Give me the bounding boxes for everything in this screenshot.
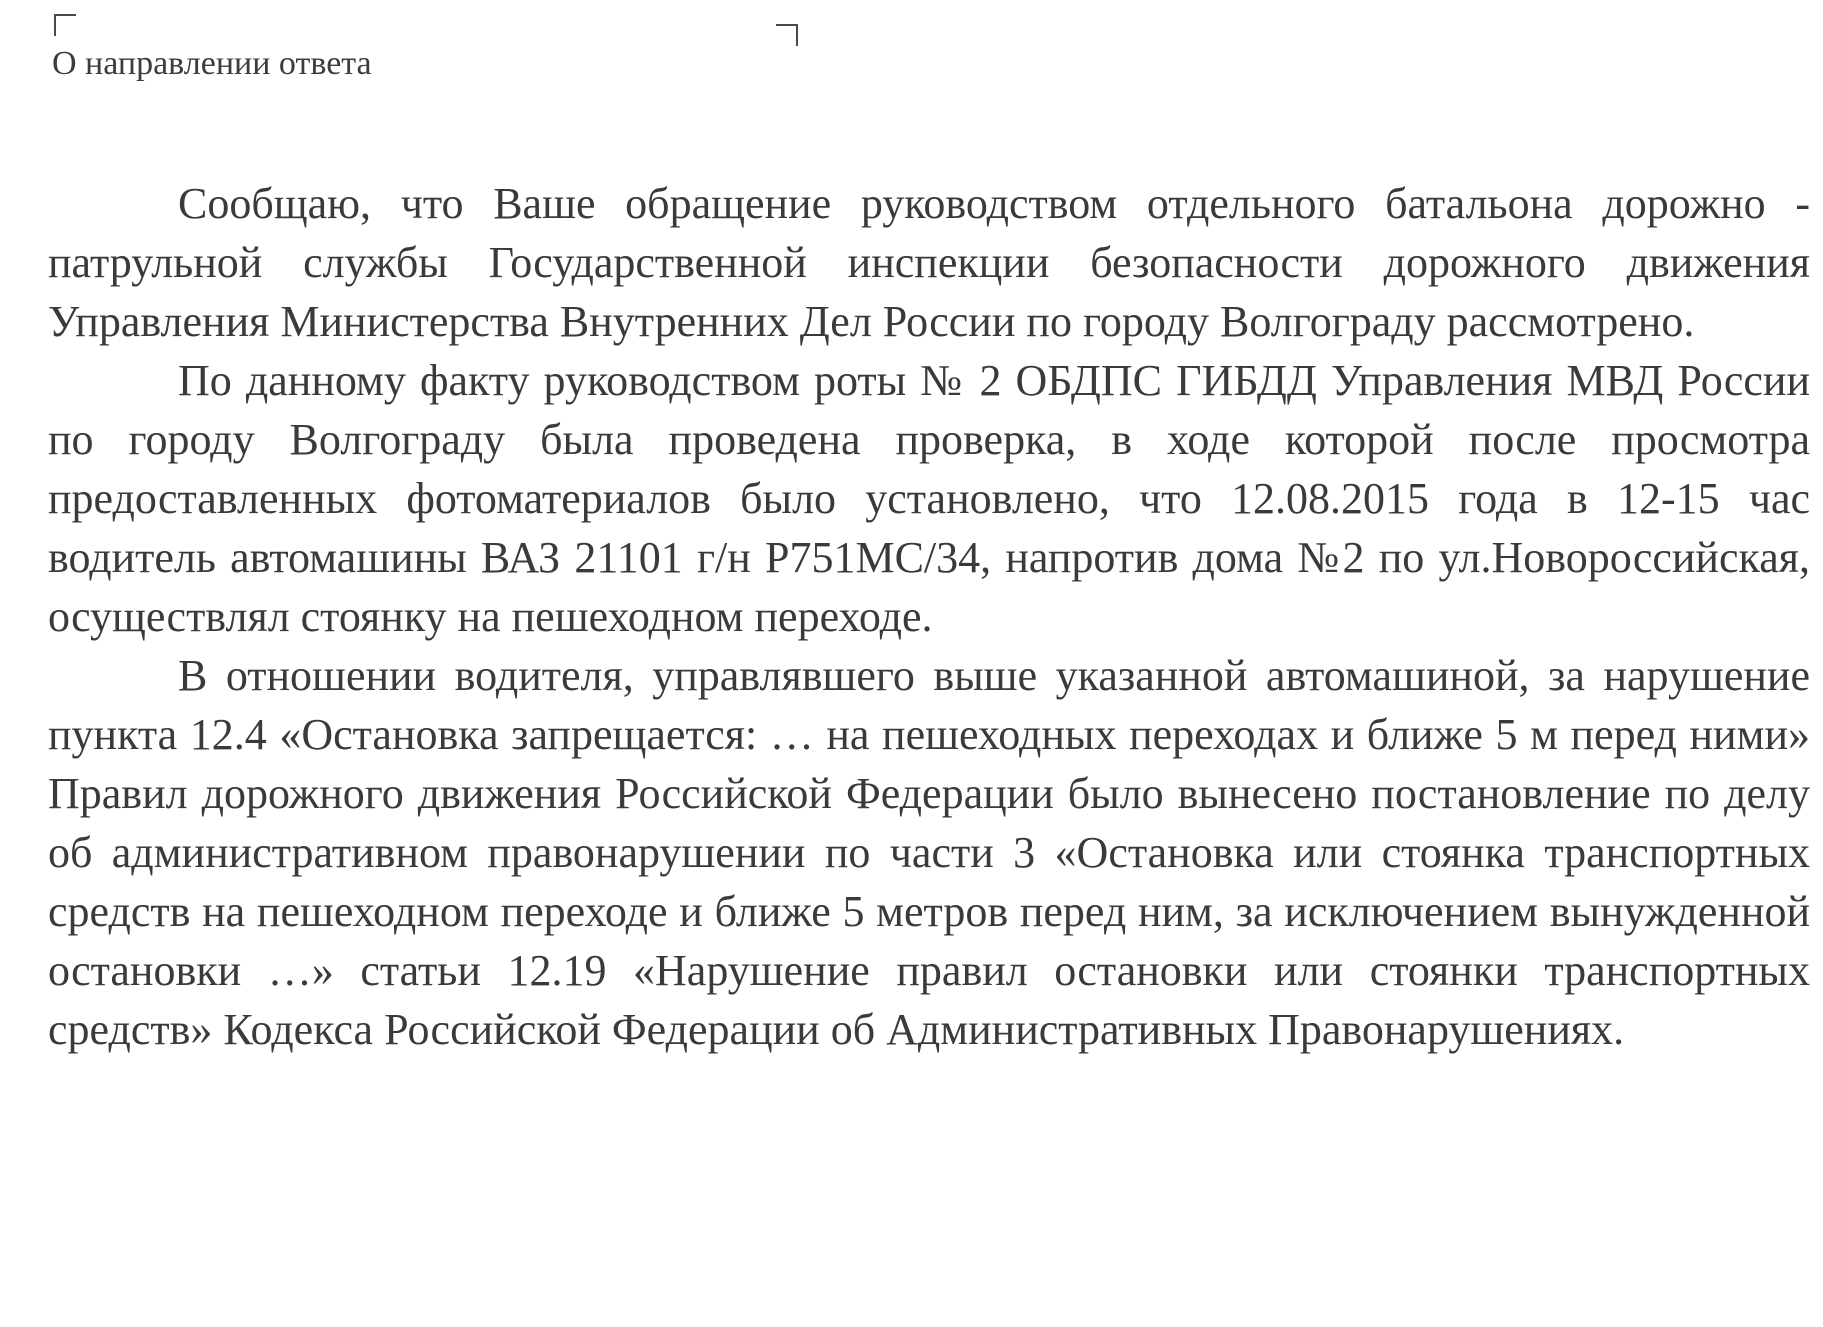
subject-bracket-right [776, 24, 798, 46]
document-subject: О направлении ответа [52, 45, 372, 82]
subject-bracket-left [54, 14, 76, 36]
paragraph-ruling: В отношении водителя, управлявшего выше указанной автомашиной, за нарушение пункта 12.4 «Остановка запрещается: … на пешеходных переходах и ближе 5 м перед ними» Правил дорожного движения Российской Федерации было вынесено постановление по делу об административном правонарушении по части 3 «Остановка или стоянка транспортных средств на пешеходном переходе и ближе 5 метров перед ним, за исключением вынужденной остановки …» статьи 12.19 «Нарушение правил остановки или стоянки транспортных средств» Кодекса Российской Федерации об Административных Правонарушениях. [48, 651, 1810, 1054]
paragraph-inspection: По данному факту руководством роты № 2 ОБДПС ГИБДД Управления МВД России по городу Волгограду была проведена проверка, в ходе которой после просмотра предоставленных фотоматериалов было установлено, что 12.08.2015 года в 12-15 час водитель автомашины ВАЗ 21101 г/н Р751МС/34, напротив дома №2 по ул.Новороссийская, осуществлял стоянку на пешеходном переходе. [48, 356, 1810, 641]
document-body [48, 174, 1810, 1059]
paragraph-notification: Сообщаю, что Ваше обращение руководством отдельного батальона дорожно - патрульной службы Государственной инспекции безопасности дорожного движения Управления Министерства Внутренних Дел России по городу Волгограду рассмотрено. [48, 179, 1810, 346]
